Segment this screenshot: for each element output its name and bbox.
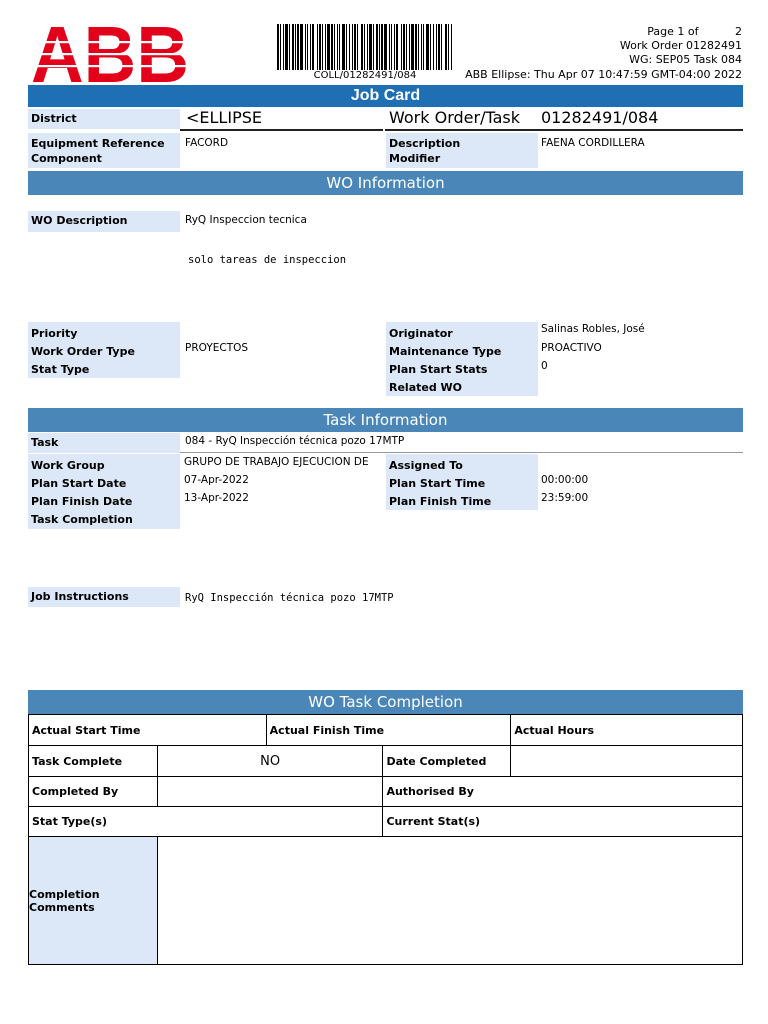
completed-by-value[interactable] <box>157 777 383 807</box>
originator-value: Salinas Robles, José <box>541 323 645 335</box>
page-indicator <box>647 25 742 38</box>
header-wg-task: WG: SEP05 Task 084 <box>629 53 742 66</box>
task-complete-label: Task Complete <box>29 746 158 777</box>
authorised-by-field[interactable]: Authorised By <box>383 777 743 807</box>
district-label: District <box>28 109 180 129</box>
wo-information-title: WO Information <box>28 171 743 195</box>
job-instructions-value: RyQ Inspección técnica pozo 17MTP <box>185 592 394 604</box>
completion-table <box>28 714 743 965</box>
equipment-reference-value: FACORD <box>185 137 229 149</box>
plan-start-stats-value: 0 <box>541 360 548 372</box>
plan-finish-date-value: 13-Apr-2022 <box>184 492 249 504</box>
description-value: FAENA CORDILLERA <box>541 137 645 149</box>
originator-label: Originator <box>389 327 453 340</box>
equipment-reference-label: Equipment Reference <box>31 137 165 150</box>
work-group-value: GRUPO DE TRABAJO EJECUCION DE <box>184 456 369 468</box>
completion-comments-value[interactable] <box>157 837 742 965</box>
current-stats-field[interactable]: Current Stat(s) <box>383 807 743 837</box>
wo-task-value: 01282491/084 <box>541 108 659 127</box>
task-value: 084 - RyQ Inspección técnica pozo 17MTP <box>185 435 405 447</box>
stat-type-label: Stat Type <box>31 363 90 376</box>
description-modifier-label <box>386 133 538 168</box>
wo-task-label: Work Order/Task <box>389 108 520 127</box>
wo-description-value: RyQ Inspeccion tecnica <box>185 214 307 226</box>
work-order-type-value: PROYECTOS <box>185 342 249 354</box>
related-wo-label: Related WO <box>389 381 463 394</box>
plan-finish-time-label: Plan Finish Time <box>389 495 492 508</box>
originator-block-labels <box>386 322 538 396</box>
description-label: Description <box>389 137 461 150</box>
district-value: <ELLIPSE <box>186 108 262 127</box>
completed-by-label: Completed By <box>29 777 158 807</box>
component-label: Component <box>31 152 102 165</box>
barcode <box>276 24 454 70</box>
wo-task-completion-title: WO Task Completion <box>28 690 743 714</box>
task-completion-label: Task Completion <box>31 513 133 526</box>
task-right-labels <box>386 454 538 510</box>
actual-hours-field[interactable]: Actual Hours <box>511 715 743 746</box>
work-order-type-label: Work Order Type <box>31 345 135 358</box>
wo-description-label: WO Description <box>28 211 180 232</box>
divider <box>385 129 743 131</box>
task-information-title: Task Information <box>28 408 743 432</box>
task-left-labels <box>28 454 180 529</box>
maintenance-type-value: PROACTIVO <box>541 342 602 354</box>
actual-finish-time-field[interactable]: Actual Finish Time <box>266 715 511 746</box>
plan-start-time-label: Plan Start Time <box>389 477 486 490</box>
page-label: Page 1 of <box>647 25 699 38</box>
job-instructions-label: Job Instructions <box>28 587 180 607</box>
plan-start-date-value: 07-Apr-2022 <box>184 474 249 486</box>
priority-label: Priority <box>31 327 78 340</box>
completion-comments-label: Completion Comments <box>29 837 158 965</box>
actual-start-time-field[interactable]: Actual Start Time <box>29 715 267 746</box>
page-total: 2 <box>735 25 742 38</box>
divider <box>180 129 383 131</box>
priority-block-labels <box>28 322 180 378</box>
date-completed-label: Date Completed <box>383 746 511 777</box>
stat-types-field[interactable]: Stat Type(s) <box>29 807 383 837</box>
plan-finish-date-label: Plan Finish Date <box>31 495 133 508</box>
task-complete-value[interactable]: NO <box>157 746 383 777</box>
work-group-label: Work Group <box>31 459 105 472</box>
equipment-component-label <box>28 133 180 168</box>
plan-start-date-label: Plan Start Date <box>31 477 127 490</box>
modifier-label: Modifier <box>389 152 441 165</box>
date-completed-value[interactable] <box>511 746 743 777</box>
maintenance-type-label: Maintenance Type <box>389 345 502 358</box>
plan-finish-time-value: 23:59:00 <box>541 492 589 504</box>
header-work-order: Work Order 01282491 <box>619 39 742 52</box>
assigned-to-label: Assigned To <box>389 459 463 472</box>
wo-extended-text: solo tareas de inspeccion <box>188 254 347 266</box>
task-label: Task <box>28 433 180 453</box>
plan-start-stats-label: Plan Start Stats <box>389 363 488 376</box>
plan-start-time-value: 00:00:00 <box>541 474 589 486</box>
job-card-title: Job Card <box>28 85 743 107</box>
divider <box>180 452 743 453</box>
abb-logo <box>30 22 190 84</box>
header-ellipse-timestamp: ABB Ellipse: Thu Apr 07 10:47:59 GMT-04:00 2022 <box>465 68 742 81</box>
barcode-text: COLL/01282491/084 <box>313 70 417 81</box>
